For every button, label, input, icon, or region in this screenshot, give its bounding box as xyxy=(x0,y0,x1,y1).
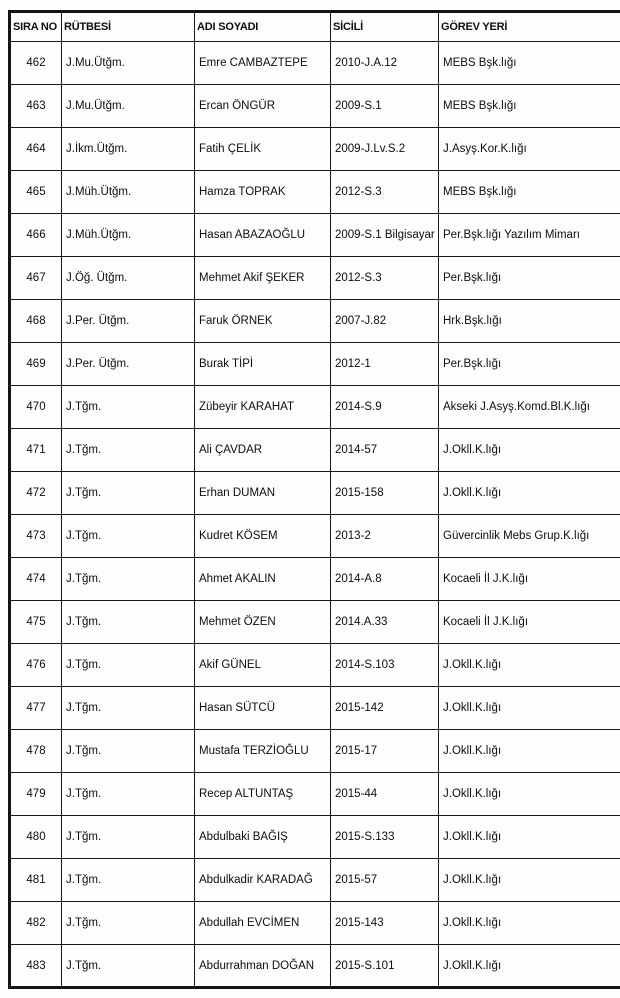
cell-sicili: 2015-44 xyxy=(331,773,439,816)
cell-sicili: 2014-S.9 xyxy=(331,386,439,429)
cell-sicili: 2015-143 xyxy=(331,902,439,945)
cell-gorev-yeri: J.Asyş.Kor.K.lığı xyxy=(439,128,620,171)
table-header-row xyxy=(10,12,620,42)
cell-rutbesi: J.Tğm. xyxy=(62,515,195,558)
cell-sicili: 2012-S.3 xyxy=(331,257,439,300)
cell-rutbesi: J.Öğ. Ütğm. xyxy=(62,257,195,300)
cell-gorev-yeri: Akseki J.Asyş.Komd.Bl.K.lığı xyxy=(439,386,620,429)
cell-sicili: 2014-S.103 xyxy=(331,644,439,687)
cell-sicili: 2014-A.8 xyxy=(331,558,439,601)
cell-adi-soyadi: Mehmet Akif ŞEKER xyxy=(195,257,331,300)
cell-gorev-yeri: Kocaeli İl J.K.lığı xyxy=(439,601,620,644)
cell-sira-no: 471 xyxy=(10,429,62,472)
cell-gorev-yeri: J.Okll.K.lığı xyxy=(439,902,620,945)
cell-rutbesi: J.Mu.Ütğm. xyxy=(62,85,195,128)
personnel-table xyxy=(8,10,620,989)
table-body xyxy=(10,42,620,988)
cell-adi-soyadi: Hamza TOPRAK xyxy=(195,171,331,214)
cell-sira-no: 464 xyxy=(10,128,62,171)
table-row xyxy=(10,515,620,558)
cell-gorev-yeri: Hrk.Bşk.lığı xyxy=(439,300,620,343)
cell-sira-no: 477 xyxy=(10,687,62,730)
cell-rutbesi: J.Tğm. xyxy=(62,644,195,687)
table-row xyxy=(10,472,620,515)
cell-adi-soyadi: Fatih ÇELİK xyxy=(195,128,331,171)
table-row xyxy=(10,300,620,343)
cell-rutbesi: J.Tğm. xyxy=(62,687,195,730)
cell-gorev-yeri: J.Okll.K.lığı xyxy=(439,773,620,816)
cell-rutbesi: J.Tğm. xyxy=(62,816,195,859)
cell-sicili: 2015-158 xyxy=(331,472,439,515)
cell-rutbesi: J.Tğm. xyxy=(62,945,195,988)
cell-adi-soyadi: Faruk ÖRNEK xyxy=(195,300,331,343)
cell-adi-soyadi: Ahmet AKALIN xyxy=(195,558,331,601)
table-row xyxy=(10,773,620,816)
cell-sicili: 2014-57 xyxy=(331,429,439,472)
cell-adi-soyadi: Abdulkadir KARADAĞ xyxy=(195,859,331,902)
cell-gorev-yeri: J.Okll.K.lığı xyxy=(439,644,620,687)
cell-sira-no: 483 xyxy=(10,945,62,988)
cell-rutbesi: J.Müh.Ütğm. xyxy=(62,214,195,257)
cell-adi-soyadi: Zübeyir KARAHAT xyxy=(195,386,331,429)
cell-gorev-yeri: MEBS Bşk.lığı xyxy=(439,85,620,128)
cell-sira-no: 463 xyxy=(10,85,62,128)
cell-rutbesi: J.Tğm. xyxy=(62,773,195,816)
table-row xyxy=(10,343,620,386)
cell-sira-no: 482 xyxy=(10,902,62,945)
cell-adi-soyadi: Mustafa TERZİOĞLU xyxy=(195,730,331,773)
cell-sira-no: 478 xyxy=(10,730,62,773)
cell-adi-soyadi: Emre CAMBAZTEPE xyxy=(195,42,331,85)
cell-sira-no: 474 xyxy=(10,558,62,601)
cell-adi-soyadi: Ercan ÖNGÜR xyxy=(195,85,331,128)
cell-sicili: 2010-J.A.12 xyxy=(331,42,439,85)
cell-sicili: 2013-2 xyxy=(331,515,439,558)
cell-adi-soyadi: Abdulbaki BAĞIŞ xyxy=(195,816,331,859)
cell-adi-soyadi: Abdullah EVCİMEN xyxy=(195,902,331,945)
cell-gorev-yeri: Per.Bşk.lığı xyxy=(439,343,620,386)
table-row xyxy=(10,128,620,171)
cell-adi-soyadi: Burak TİPİ xyxy=(195,343,331,386)
cell-sicili: 2015-17 xyxy=(331,730,439,773)
table-row xyxy=(10,730,620,773)
table-row xyxy=(10,687,620,730)
cell-sira-no: 475 xyxy=(10,601,62,644)
cell-rutbesi: J.Tğm. xyxy=(62,859,195,902)
cell-sira-no: 468 xyxy=(10,300,62,343)
cell-sira-no: 481 xyxy=(10,859,62,902)
cell-sira-no: 462 xyxy=(10,42,62,85)
cell-gorev-yeri: J.Okll.K.lığı xyxy=(439,730,620,773)
column-header-rutbesi: RÜTBESİ xyxy=(62,12,195,42)
cell-adi-soyadi: Ali ÇAVDAR xyxy=(195,429,331,472)
cell-sira-no: 466 xyxy=(10,214,62,257)
cell-rutbesi: J.Per. Ütğm. xyxy=(62,343,195,386)
cell-sicili: 2015-142 xyxy=(331,687,439,730)
table-row xyxy=(10,945,620,988)
cell-rutbesi: J.Tğm. xyxy=(62,472,195,515)
cell-rutbesi: J.Tğm. xyxy=(62,429,195,472)
cell-rutbesi: J.Tğm. xyxy=(62,558,195,601)
cell-sicili: 2009-S.1 Bilgisayar xyxy=(331,214,439,257)
table-row xyxy=(10,386,620,429)
cell-adi-soyadi: Abdurrahman DOĞAN xyxy=(195,945,331,988)
cell-gorev-yeri: J.Okll.K.lığı xyxy=(439,472,620,515)
cell-gorev-yeri: MEBS Bşk.lığı xyxy=(439,42,620,85)
cell-sira-no: 467 xyxy=(10,257,62,300)
cell-rutbesi: J.Tğm. xyxy=(62,386,195,429)
cell-sicili: 2007-J.82 xyxy=(331,300,439,343)
cell-sira-no: 472 xyxy=(10,472,62,515)
cell-rutbesi: J.Müh.Ütğm. xyxy=(62,171,195,214)
cell-sira-no: 479 xyxy=(10,773,62,816)
cell-gorev-yeri: Kocaeli İl J.K.lığı xyxy=(439,558,620,601)
cell-sira-no: 473 xyxy=(10,515,62,558)
cell-sicili: 2012-S.3 xyxy=(331,171,439,214)
column-header-adi-soyadi: ADI SOYADI xyxy=(195,12,331,42)
cell-adi-soyadi: Kudret KÖSEM xyxy=(195,515,331,558)
table-row xyxy=(10,214,620,257)
cell-sicili: 2009-S.1 xyxy=(331,85,439,128)
table-row xyxy=(10,42,620,85)
column-header-sicili: SİCİLİ xyxy=(331,12,439,42)
cell-adi-soyadi: Erhan DUMAN xyxy=(195,472,331,515)
cell-gorev-yeri: MEBS Bşk.lığı xyxy=(439,171,620,214)
table-row xyxy=(10,558,620,601)
cell-sicili: 2015-57 xyxy=(331,859,439,902)
table-row xyxy=(10,816,620,859)
cell-sira-no: 470 xyxy=(10,386,62,429)
cell-gorev-yeri: J.Okll.K.lığı xyxy=(439,859,620,902)
cell-rutbesi: J.İkm.Ütğm. xyxy=(62,128,195,171)
cell-rutbesi: J.Per. Ütğm. xyxy=(62,300,195,343)
table-row xyxy=(10,601,620,644)
cell-sicili: 2009-J.Lv.S.2 xyxy=(331,128,439,171)
cell-gorev-yeri: Per.Bşk.lığı xyxy=(439,257,620,300)
cell-sicili: 2012-1 xyxy=(331,343,439,386)
cell-sicili: 2015-S.133 xyxy=(331,816,439,859)
table-row xyxy=(10,859,620,902)
table-row xyxy=(10,429,620,472)
cell-sira-no: 465 xyxy=(10,171,62,214)
cell-gorev-yeri: J.Okll.K.lığı xyxy=(439,945,620,988)
cell-gorev-yeri: J.Okll.K.lığı xyxy=(439,816,620,859)
cell-sicili: 2014.A.33 xyxy=(331,601,439,644)
cell-rutbesi: J.Mu.Ütğm. xyxy=(62,42,195,85)
cell-adi-soyadi: Hasan ABAZAOĞLU xyxy=(195,214,331,257)
cell-gorev-yeri: Güvercinlik Mebs Grup.K.lığı xyxy=(439,515,620,558)
table-row xyxy=(10,257,620,300)
cell-gorev-yeri: J.Okll.K.lığı xyxy=(439,429,620,472)
table-row xyxy=(10,644,620,687)
table-row xyxy=(10,902,620,945)
cell-sicili: 2015-S.101 xyxy=(331,945,439,988)
cell-adi-soyadi: Mehmet ÖZEN xyxy=(195,601,331,644)
cell-sira-no: 469 xyxy=(10,343,62,386)
table-row xyxy=(10,85,620,128)
column-header-sira-no: SIRA NO xyxy=(10,12,62,42)
table-row xyxy=(10,171,620,214)
column-header-gorev-yeri: GÖREV YERİ xyxy=(439,12,620,42)
cell-gorev-yeri: Per.Bşk.lığı Yazılım Mimarı xyxy=(439,214,620,257)
table-header xyxy=(10,12,620,42)
cell-rutbesi: J.Tğm. xyxy=(62,730,195,773)
cell-adi-soyadi: Akif GÜNEL xyxy=(195,644,331,687)
cell-adi-soyadi: Hasan SÜTCÜ xyxy=(195,687,331,730)
cell-sira-no: 480 xyxy=(10,816,62,859)
cell-sira-no: 476 xyxy=(10,644,62,687)
cell-gorev-yeri: J.Okll.K.lığı xyxy=(439,687,620,730)
cell-rutbesi: J.Tğm. xyxy=(62,601,195,644)
cell-rutbesi: J.Tğm. xyxy=(62,902,195,945)
cell-adi-soyadi: Recep ALTUNTAŞ xyxy=(195,773,331,816)
